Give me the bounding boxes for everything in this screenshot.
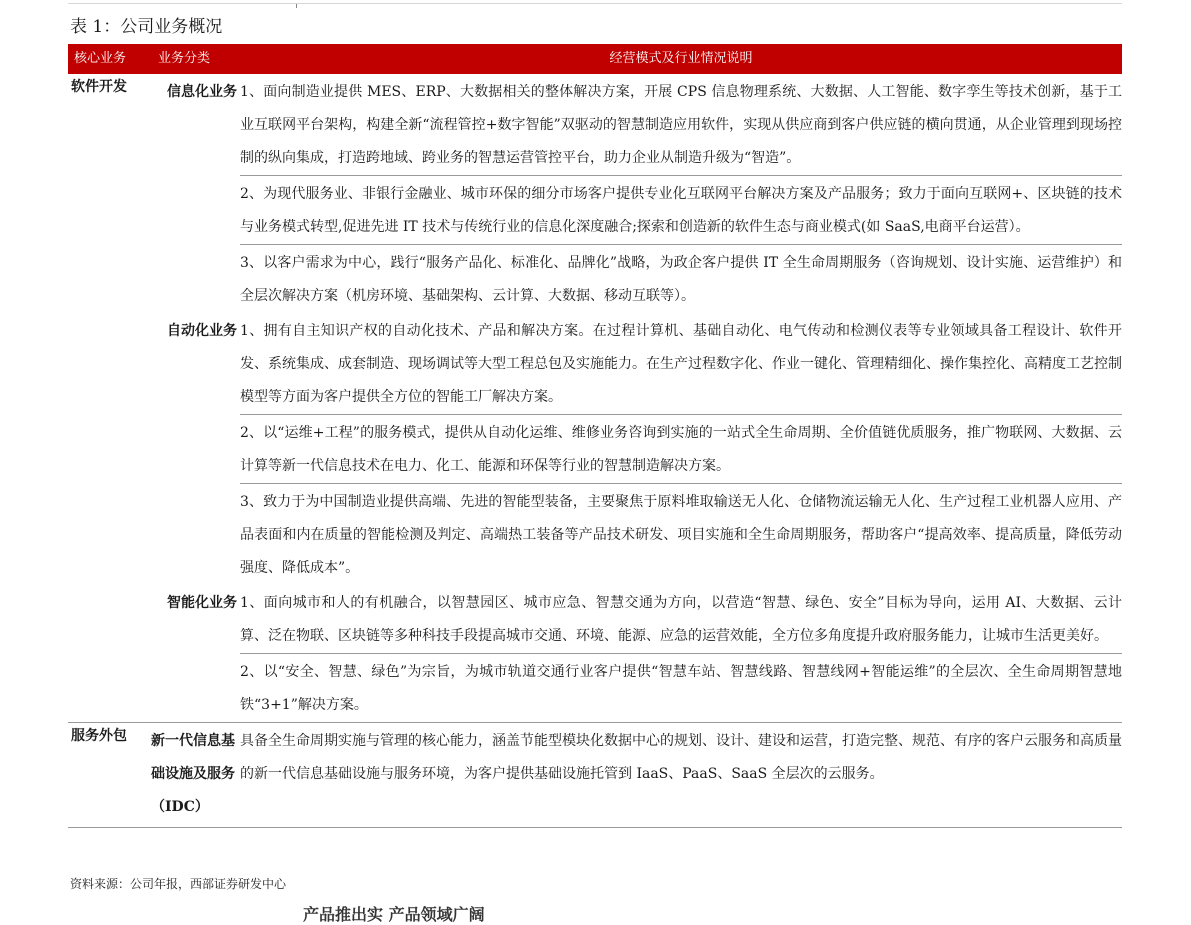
category-label: 智能化业务 bbox=[167, 595, 237, 611]
description-item: 2、以“安全、智慧、绿色”为宗旨，为城市轨道交通行业客户提供“智慧车站、智慧线路、智慧线网+智能运维”的全层次、全生命周期智慧地铁“3+1”解决方案。 bbox=[240, 653, 1122, 722]
description-item: 2、为现代服务业、非银行金融业、城市环保的细分市场客户提供专业化互联网平台解决方案及产品服务；致力于面向互联网+、区块链的技术与业务模式转型,促进先进 IT 技术与传统行业的信息化深度融合;探索和创造新的软件生态与商业模式(如 SaaS,电商平台运营）。 bbox=[240, 175, 1122, 244]
sub-informatization bbox=[145, 74, 1122, 313]
category-label-line: （IDC） bbox=[151, 799, 209, 815]
category-label-line: 新一代信息基 bbox=[151, 733, 235, 749]
header-core-business: 核心业务 bbox=[74, 51, 127, 66]
description-item: 2、以“运维+工程”的服务模式，提供从自动化运维、维修业务咨询到实施的一站式全生命周期、全价值链优质服务，推广物联网、大数据、云计算等新一代信息技术在电力、化工、能源和环保等行业的智慧制造解决方案。 bbox=[240, 414, 1122, 483]
group-software bbox=[68, 74, 1122, 722]
sub-idc bbox=[145, 723, 1122, 824]
table-header bbox=[68, 44, 1122, 74]
trailing-paragraph: 产品推出实 产品领域广阔 bbox=[303, 905, 485, 924]
category-cell bbox=[145, 723, 240, 824]
sub-automation bbox=[145, 313, 1122, 585]
description-item: 3、以客户需求为中心，践行“服务产品化、标准化、品牌化”战略，为政企客户提供 IT 全生命周期服务（咨询规划、设计实施、运营维护）和全层次解决方案（机房环境、基础架构、云计算、大数据、移动互联等）。 bbox=[240, 244, 1122, 313]
group-outsourcing bbox=[68, 722, 1122, 824]
description-item: 具备全生命周期实施与管理的核心能力，涵盖节能型模块化数据中心的规划、设计、建设和运营，打造完整、规范、有序的客户云服务和高质量的新一代信息基础设施与服务环境，为客户提供基础设施托管到 IaaS、PaaS、SaaS 全层次的云服务。 bbox=[240, 733, 1122, 782]
description-item: 1、面向城市和人的有机融合，以智慧园区、城市应急、智慧交通为方向，以营造“智慧、绿色、安全”目标为导向，运用 AI、大数据、云计算、泛在物联、区块链等多种科技手段提高城市交通、环境、能源、应急的运营效能，全方位多角度提升政府服务能力，让城市生活更美好。 bbox=[240, 595, 1122, 644]
top-tick bbox=[296, 4, 297, 8]
description-item: 1、面向制造业提供 MES、ERP、大数据相关的整体解决方案，开展 CPS 信息物理系统、大数据、人工智能、数字孪生等技术创新，基于工业互联网平台架构，构建全新“流程管控+数字智能”双驱动的智慧制造应用软件，实现从供应商到客户供应链的横向贯通，从企业管理到现场控制的纵向集成，打造跨地域、跨业务的智慧运营管控平台，助力企业从制造升级为“智造”。 bbox=[240, 84, 1122, 166]
category-cell bbox=[145, 313, 240, 585]
core-business-cell: 软件开发 bbox=[71, 79, 127, 95]
sub-intelligent bbox=[145, 585, 1122, 722]
business-overview-table bbox=[68, 44, 1122, 828]
source-note: 资料来源：公司年报，西部证券研发中心 bbox=[70, 877, 287, 891]
category-cell bbox=[145, 585, 240, 722]
category-cell bbox=[145, 74, 240, 313]
table-bottom-rule bbox=[68, 827, 1122, 828]
description-item: 1、拥有自主知识产权的自动化技术、产品和解决方案。在过程计算机、基础自动化、电气传动和检测仪表等专业领域具备工程设计、软件开发、系统集成、成套制造、现场调试等大型工程总包及实施能力。在生产过程数字化、作业一键化、管理精细化、操作集控化、高精度工艺控制模型等方面为客户提供全方位的智能工厂解决方案。 bbox=[240, 323, 1122, 405]
table-caption: 表 1：公司业务概况 bbox=[70, 17, 223, 37]
header-business-category: 业务分类 bbox=[158, 51, 211, 66]
core-business-cell: 服务外包 bbox=[71, 728, 127, 744]
category-label: 信息化业务 bbox=[167, 84, 237, 100]
header-description: 经营模式及行业情况说明 bbox=[609, 51, 753, 66]
top-rule bbox=[68, 3, 1122, 4]
category-label-line: 础设施及服务 bbox=[151, 766, 235, 782]
description-item: 3、致力于为中国制造业提供高端、先进的智能型装备，主要聚焦于原料堆取输送无人化、仓储物流运输无人化、生产过程工业机器人应用、产品表面和内在质量的智能检测及判定、高端热工装备等产品技术研发、项目实施和全生命周期服务，帮助客户“提高效率、提高质量，降低劳动强度、降低成本”。 bbox=[240, 483, 1122, 585]
category-label: 自动化业务 bbox=[167, 323, 237, 339]
